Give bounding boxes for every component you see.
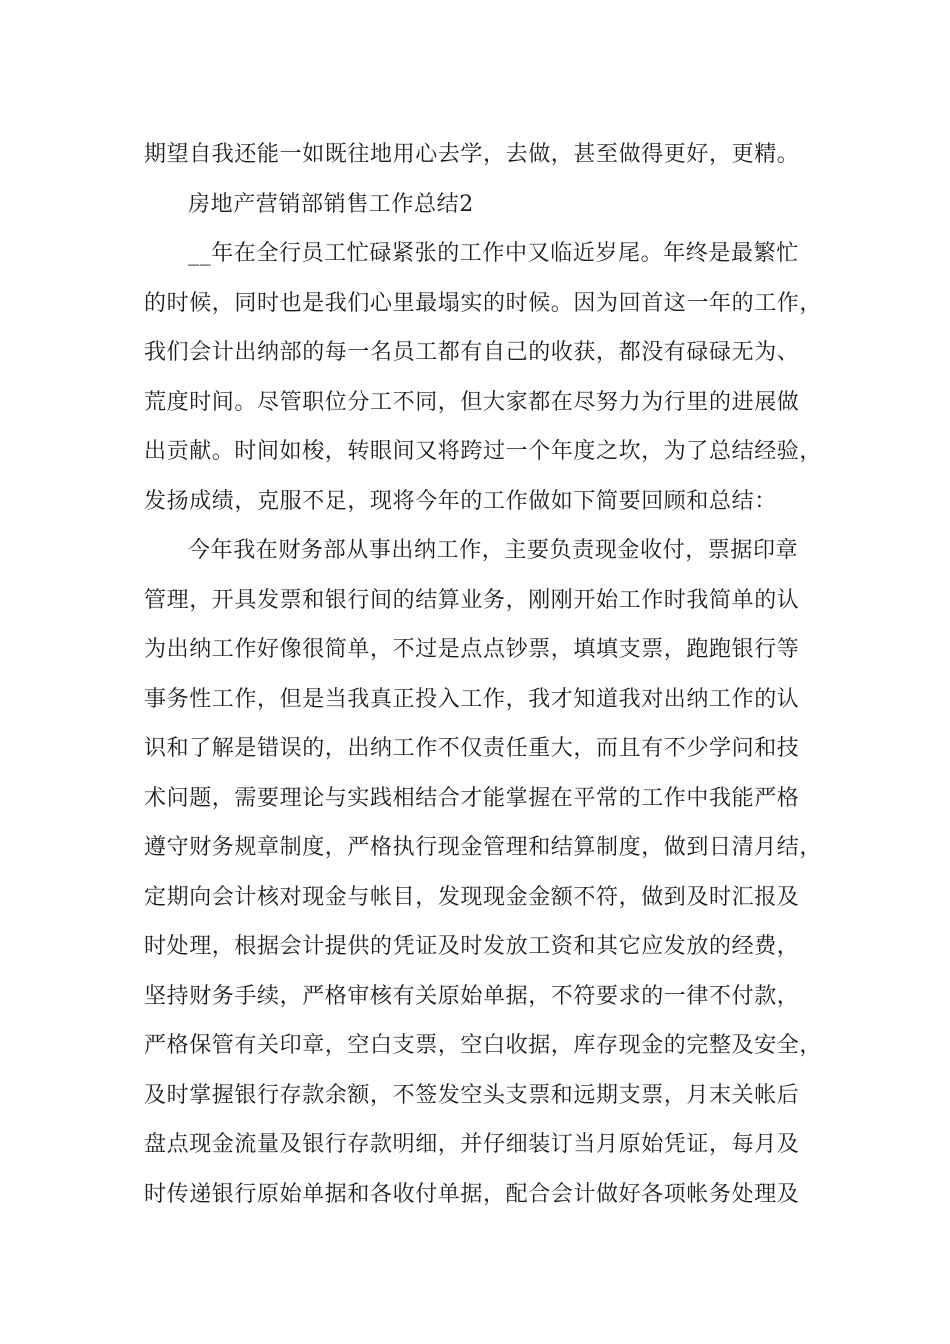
text-line: 发扬成绩，克服不足，现将今年的工作做如下简要回顾和总结： — [144, 488, 777, 514]
text-line: 管理，开具发票和银行间的结算业务，刚刚开始工作时我简单的认 — [144, 587, 800, 613]
text-line: 及时掌握银行存款余额，不签发空头支票和远期支票，月末关帐后 — [144, 1082, 800, 1108]
text-line: 我们会计出纳部的每一名员工都有自己的收获，都没有碌碌无为、 — [144, 340, 800, 365]
text-line: 期望自我还能一如既往地用心去学，去做，甚至做得更好，更精。 — [144, 142, 800, 167]
text-line: 出贡献。时间如梭，转眼间又将跨过一个年度之坎，为了总结经验， — [144, 439, 823, 464]
paragraph-start: 今年我在财务部从事出纳工作，主要负责现金收付，票据印章 — [188, 538, 799, 563]
section-heading: 房地产营销部销售工作总结2 — [188, 191, 474, 217]
text-line: 荒度时间。尽管职位分工不同，但大家都在尽努力为行里的进展做 — [144, 389, 800, 415]
text-line: 术问题，需要理论与实践相结合才能掌握在平常的工作中我能严格 — [144, 785, 800, 811]
text-line: 为出纳工作好像很简单，不过是点点钞票，填填支票，跑跑银行等 — [144, 637, 800, 662]
text-line: 盘点现金流量及银行存款明细，并仔细装订当月原始凭证，每月及 — [144, 1132, 800, 1157]
text-line: 的时候，同时也是我们心里最塌实的时候。因为回首这一年的工作， — [144, 290, 823, 316]
text-line: 事务性工作，但是当我真正投入工作，我才知道我对出纳工作的认 — [144, 686, 800, 712]
text-line: 时传递银行原始单据和各收付单据，配合会计做好各项帐务处理及 — [144, 1181, 800, 1207]
text-line: 时处理，根据会计提供的凭证及时发放工资和其它应发放的经费， — [144, 934, 800, 959]
text-line: 坚持财务手续，严格审核有关原始单据，不符要求的一律不付款， — [144, 983, 800, 1009]
document-body — [144, 130, 824, 1219]
text-line: 识和了解是错误的，出纳工作不仅责任重大，而且有不少学问和技 — [144, 736, 800, 761]
text-line: 定期向会计核对现金与帐目，发现现金金额不符，做到及时汇报及 — [144, 884, 800, 910]
paragraph-start: __年在全行员工忙碌紧张的工作中又临近岁尾。年终是最繁忙 — [188, 241, 799, 266]
text-line: 严格保管有关印章，空白支票，空白收据，库存现金的完整及安全， — [144, 1033, 823, 1058]
text-line: 遵守财务规章制度，严格执行现金管理和结算制度，做到日清月结， — [144, 835, 823, 860]
